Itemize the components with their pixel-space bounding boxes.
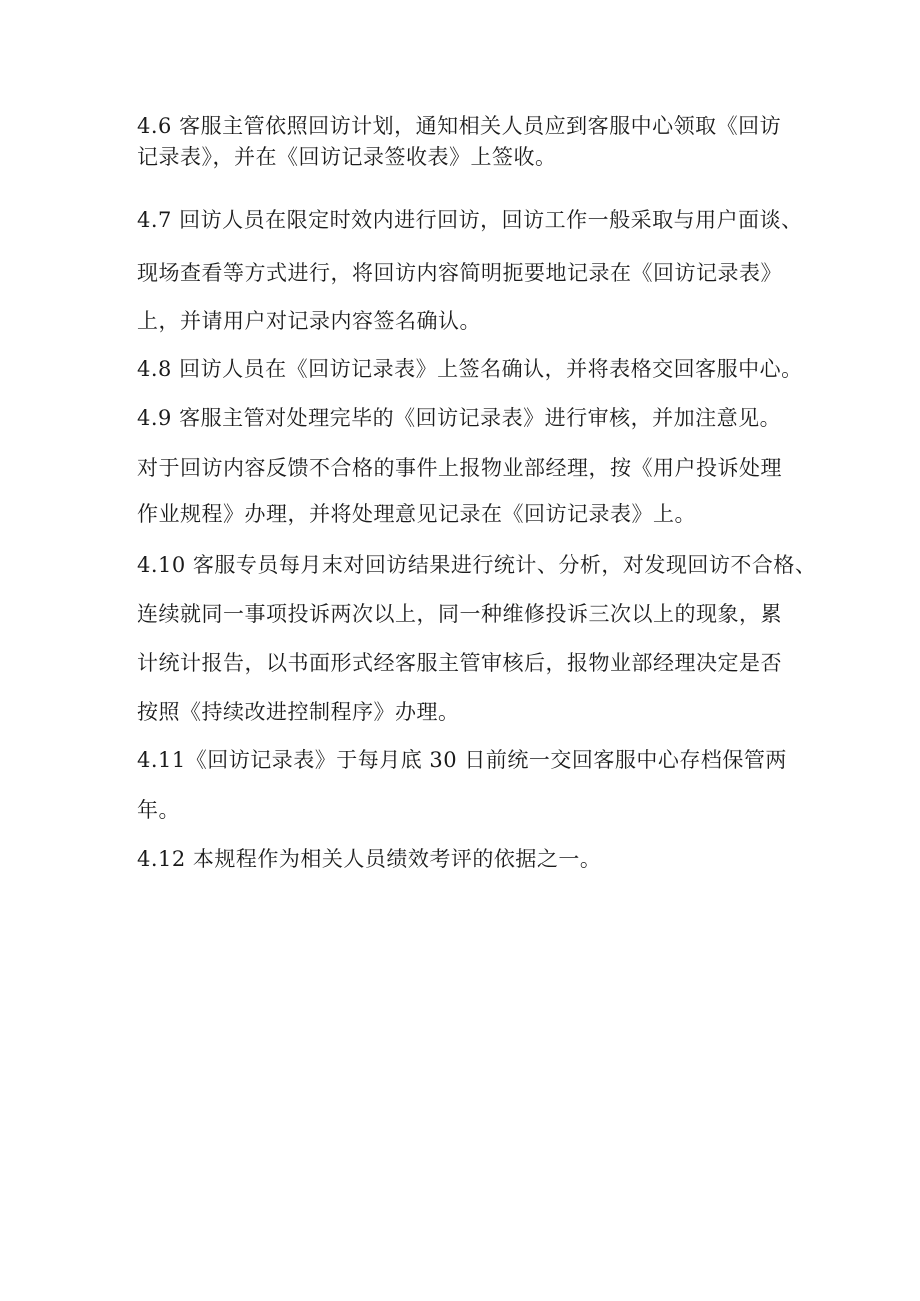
- text-line-4-11-b: 年。: [137, 798, 180, 822]
- text-line-4-9-b: 对于回访内容反馈不合格的事件上报物业部经理，按《用户投诉处理: [137, 456, 782, 480]
- text-line-4-11-a: 4.11《回访记录表》于每月底 30 日前统一交回客服中心存档保管两: [137, 748, 787, 772]
- text-line-4-9: 4.9 客服主管对处理完毕的《回访记录表》进行审核，并加注意见。: [137, 406, 782, 430]
- text-line-4-10-a: 4.10 客服专员每月末对回访结果进行统计、分析，对发现回访不合格、: [137, 553, 817, 577]
- text-line-4-10-c: 计统计报告，以书面形式经客服主管审核后，报物业部经理决定是否: [137, 651, 782, 675]
- text-line-4-7-b: 现场查看等方式进行，将回访内容简明扼要地记录在《回访记录表》: [137, 261, 782, 285]
- text-line-4-7-a: 4.7 回访人员在限定时效内进行回访，回访工作一般采取与用户面谈、: [137, 208, 803, 232]
- text-line-4-9-c: 作业规程》办理，并将处理意见记录在《回访记录表》上。: [137, 502, 696, 526]
- text-line-4-10-d: 按照《持续改进控制程序》办理。: [137, 700, 460, 724]
- text-line-4-8: 4.8 回访人员在《回访记录表》上签名确认，并将表格交回客服中心。: [137, 357, 803, 381]
- text-line-4-6-b: 记录表》，并在《回访记录签收表》上签收。: [137, 145, 557, 169]
- text-line-4-12: 4.12 本规程作为相关人员绩效考评的依据之一。: [137, 847, 602, 871]
- text-line-4-7-c: 上，并请用户对记录内容签名确认。: [137, 309, 481, 333]
- text-line-4-6-a: 4.6 客服主管依照回访计划，通知相关人员应到客服中心领取《回访: [137, 114, 782, 138]
- text-line-4-10-b: 连续就同一事项投诉两次以上，同一种维修投诉三次以上的现象，累: [137, 602, 782, 626]
